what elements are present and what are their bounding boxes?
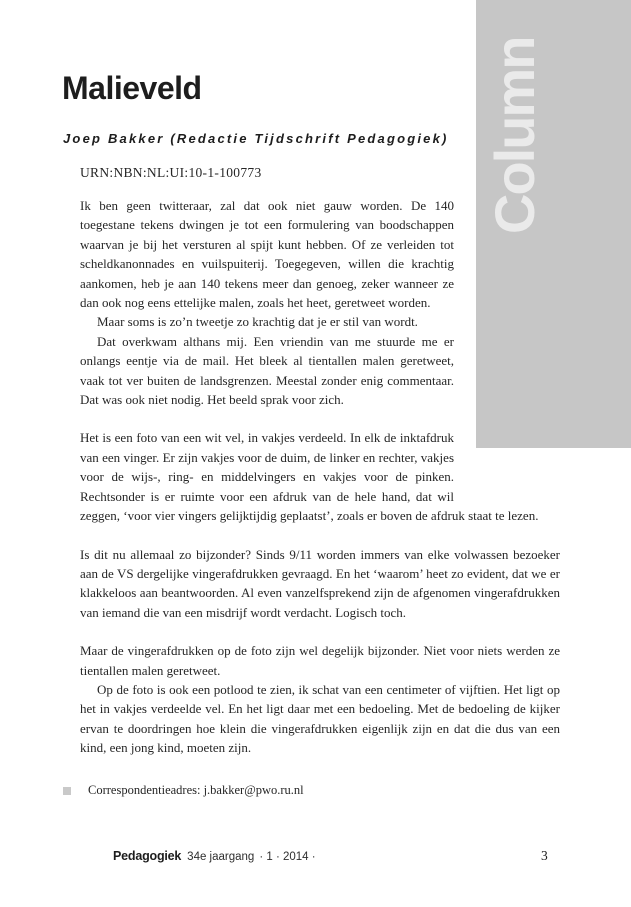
body-paragraph: Maar soms is zo’n tweetje zo krachtig dat je er stil van wordt. (97, 314, 418, 330)
body-paragraph: Is dit nu allemaal zo bijzonder? Sinds 9/11 worden immers van elke volwassen bezoeker aan de VS dergelijke vingerafdrukken gevraagd. En het ‘waarom’ heet zo evident, dat we er klakkeloos aan beantwoorden. Al even vanzelfsprekend zijn de afgenomen vingerafdrukken van iemand die van een misdrijf wordt verdacht. Logisch toch. (80, 546, 560, 620)
correspondence-text: Correspondentieadres: j.bakker@pwo.ru.nl (88, 783, 304, 797)
correspondence-note (63, 783, 304, 798)
footer (113, 849, 316, 863)
square-bullet-icon (63, 787, 71, 795)
journal-name: Pedagogiek (113, 849, 182, 863)
page-title: Malieveld (62, 70, 202, 106)
body-paragraph: Ik ben geen twitteraar, zal dat ook niet gauw worden. De 140 toegestane tekens dwingen je tot een formulering van boodschappen waarvan je bij het versturen al spijt kunt hebben. Of ze verleiden tot scheldkanonnades en vuilspuiterij. Toegegeven, willen die krachtig aankomen, heb je aan 140 tekens meer dan genoeg, zeker wanneer ze dan ook nog eens ettelijke malen, zoals het heet, geretweet worden. (80, 198, 454, 311)
urn-label: URN:NBN:NL:UI:10-1-100773 (80, 165, 262, 180)
body-paragraph: Op de foto is ook een potlood te zien, ik schat van een centimeter of vijftien. Het ligt op het in vakjes verdeelde vel. En het ligt daar met een bedoeling. Met de bedoeling de kijker ervan te doordringen hoe klein die vingerafdrukken eigenlijk zijn en dat die dus van een kind, een jong kind, moeten zijn. (80, 681, 560, 756)
page-number: 3 (541, 848, 548, 863)
issue-label: · 1 · 2014 · (259, 851, 316, 863)
body-paragraph: Dat overkwam althans mij. Een vriendin van me stuurde me er onlangs eentje via de mail. Het bleek al tientallen malen geretweet, vaak tot ver buiten de landsgrenzen. Meestal zonder enig commentaar. Dat was ook niet nodig. Het beeld sprak voor zich. (80, 333, 454, 408)
column-vertical-label: Column (483, 37, 546, 234)
banner-wrap-spacer (454, 196, 560, 506)
volume-label: 34e jaargang (187, 851, 255, 863)
body-paragraph: Maar de vingerafdrukken op de foto zijn wel degelijk bijzonder. Niet voor niets werden ze tientallen malen geretweet. (80, 643, 560, 678)
body-paragraph: Het is een foto van een wit vel, in vakjes verdeeld. In elk de inktafdruk van een vinger. Er zijn vakjes voor de duim, de linker en rechter, vakjes voor de wijs-, ring- en middelvingers en vakjes voor de pinken. Rechtsonder is er ruimte voor een afdruk van de hele hand, dat wil zeggen, ‘voor vier vingers gelijktijdig geplaatst’, zoals er boven de afdruk staat te lezen. (80, 430, 539, 524)
author-line: Joep Bakker (Redactie Tijdschrift Pedagogiek) (63, 131, 449, 146)
article-body (80, 196, 560, 758)
